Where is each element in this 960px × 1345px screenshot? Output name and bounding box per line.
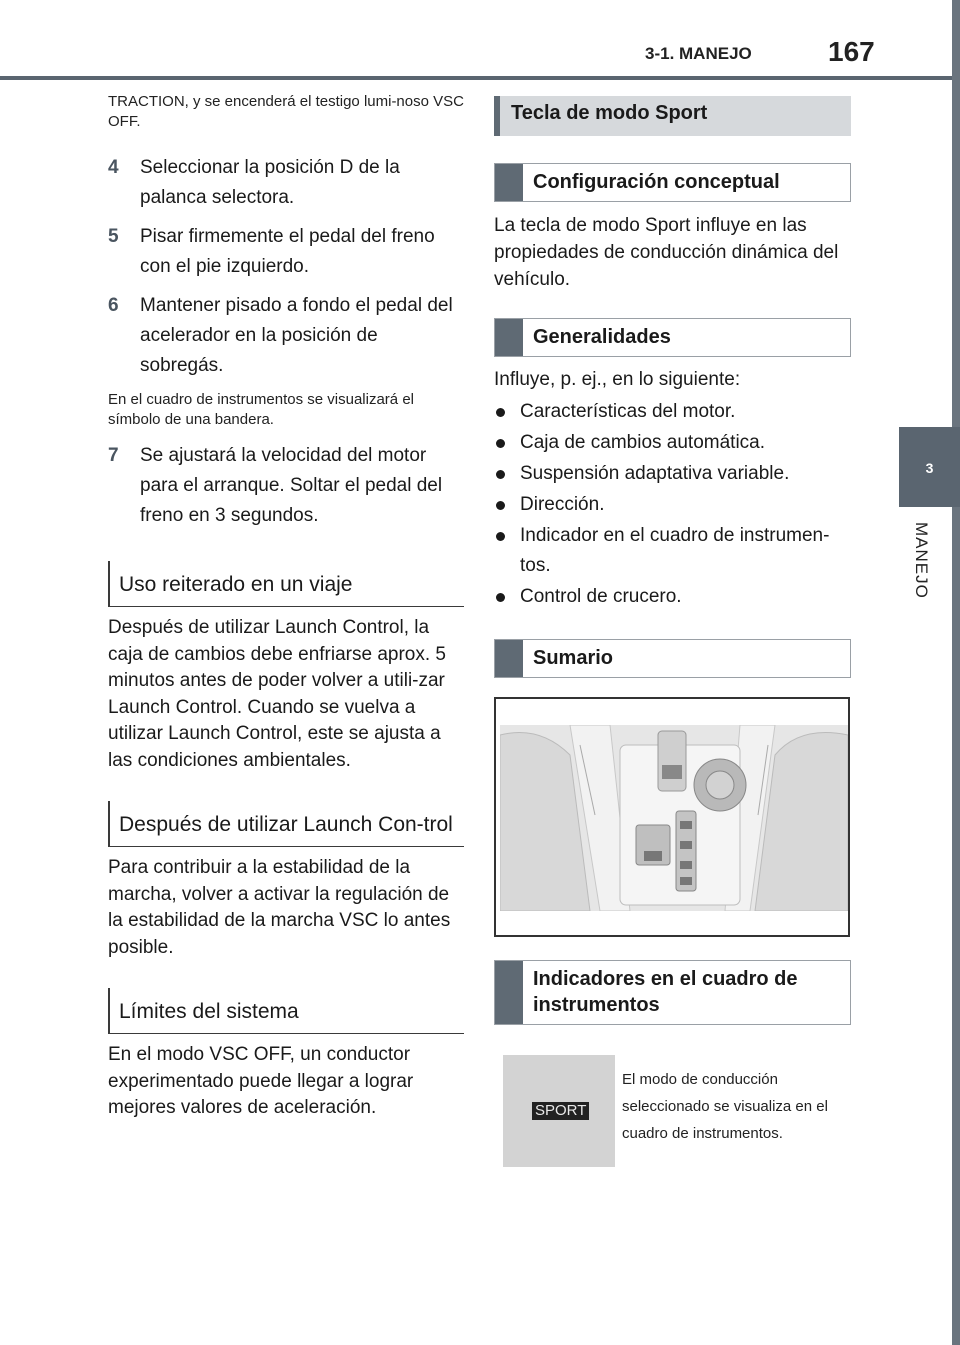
bullet-dot-icon bbox=[494, 521, 520, 581]
sport-badge: SPORT bbox=[532, 1102, 589, 1120]
bullet-list bbox=[494, 397, 851, 612]
step-item bbox=[108, 222, 464, 282]
header-rule bbox=[0, 76, 960, 80]
step-number: 7 bbox=[108, 445, 119, 466]
step-number: 4 bbox=[108, 157, 119, 178]
heading-general bbox=[494, 318, 851, 357]
section-title: 3-1. MANEJO bbox=[645, 44, 752, 63]
sport-indicator-image bbox=[503, 1055, 615, 1167]
step-text: Pisar firmemente el pedal del freno con el pie izquierdo. bbox=[140, 226, 435, 277]
step-number: 6 bbox=[108, 295, 119, 316]
flag-note: En el cuadro de instrumentos se visualizará el símbolo de una bandera. bbox=[108, 391, 414, 428]
bullet-item bbox=[494, 490, 851, 520]
heading-concept bbox=[494, 163, 851, 202]
sport-indicator bbox=[494, 1055, 851, 1167]
heading-instrument-indicators bbox=[494, 960, 851, 1025]
heading-instrument-indicators-label: Indicadores en el cuadro de instrumentos bbox=[533, 968, 798, 1016]
step-text: Se ajustará la velocidad del motor para el arranque. Soltar el pedal del freno en 3 segundos. bbox=[140, 445, 443, 526]
step-item bbox=[108, 153, 464, 213]
intro-text: TRACTION, y se encenderá el testigo lumi-noso VSC OFF. bbox=[108, 93, 464, 130]
step-text: Mantener pisado a fondo el pedal del acelerador en la posición de sobregás. bbox=[140, 295, 453, 376]
steps-list bbox=[108, 153, 464, 381]
chapter-label: MANEJO bbox=[912, 522, 931, 599]
heading-general-label: Generalidades bbox=[533, 326, 671, 348]
bullet-text: Suspensión adaptativa variable. bbox=[520, 463, 790, 484]
bullet-dot-icon bbox=[494, 582, 520, 612]
bullet-text: Indicador en el cuadro de instrumen-tos. bbox=[520, 525, 830, 576]
center-console-illustration bbox=[500, 725, 848, 911]
bullet-item bbox=[494, 521, 851, 581]
console-figure bbox=[494, 697, 850, 937]
heading-summary-label: Sumario bbox=[533, 647, 614, 669]
bullet-dot-icon bbox=[494, 490, 520, 520]
system-limits-text: En el modo VSC OFF, un conductor experimentado puede llegar a lograr mejores valores de aceleración. bbox=[108, 1044, 414, 1118]
heading-concept-label: Configuración conceptual bbox=[533, 171, 780, 193]
step-item bbox=[108, 441, 464, 531]
right-column bbox=[494, 96, 851, 1167]
heading-system-limits: Límites del sistema bbox=[108, 988, 464, 1034]
bullet-dot-icon bbox=[494, 459, 520, 489]
steps-list bbox=[108, 441, 464, 531]
bullet-item bbox=[494, 428, 851, 458]
bullet-text: Dirección. bbox=[520, 494, 605, 515]
left-column bbox=[108, 92, 464, 1122]
bullet-dot-icon bbox=[494, 397, 520, 427]
after-launch-control-text: Para contribuir a la estabilidad de la marcha, volver a activar la regulación de la estabilidad de la marcha VSC lo antes posible. bbox=[108, 857, 451, 958]
heading-marker bbox=[495, 961, 523, 1024]
bullet-text: Características del motor. bbox=[520, 401, 736, 422]
heading-marker bbox=[495, 319, 523, 356]
bullet-item bbox=[494, 459, 851, 489]
bullet-text: Caja de cambios automática. bbox=[520, 432, 766, 453]
heading-sport-mode-key: Tecla de modo Sport bbox=[494, 96, 851, 136]
repeated-use-text: Después de utilizar Launch Control, la caja de cambios debe enfriarse aprox. 5 minutos antes de poder volver a utili-zar Launch Control. Cuando se vuelva a utilizar Launch Control, este se ajusta a las condiciones ambientales. bbox=[108, 617, 446, 771]
step-text: Seleccionar la posición D de la palanca selectora. bbox=[140, 157, 400, 208]
heading-marker bbox=[495, 640, 523, 677]
step-number: 5 bbox=[108, 226, 119, 247]
heading-after-launch-control: Después de utilizar Launch Con-trol bbox=[108, 801, 464, 847]
concept-text: La tecla de modo Sport influye en las propiedades de conducción dinámica del vehículo. bbox=[494, 215, 839, 290]
sport-indicator-text: El modo de conducción seleccionado se visualiza en el cuadro de instrumentos. bbox=[622, 1071, 828, 1142]
heading-repeated-use: Uso reiterado en un viaje bbox=[108, 561, 464, 607]
bullet-item bbox=[494, 397, 851, 427]
heading-marker bbox=[495, 164, 523, 201]
bullet-dot-icon bbox=[494, 428, 520, 458]
step-item bbox=[108, 291, 464, 381]
side-strip bbox=[952, 0, 960, 1345]
list-intro: Influye, p. ej., en lo siguiente: bbox=[494, 369, 741, 390]
heading-summary bbox=[494, 639, 851, 678]
bullet-text: Control de crucero. bbox=[520, 586, 682, 607]
page-number: 167 bbox=[828, 36, 875, 67]
chapter-tab[interactable]: 3 bbox=[899, 427, 960, 507]
bullet-item bbox=[494, 582, 851, 612]
